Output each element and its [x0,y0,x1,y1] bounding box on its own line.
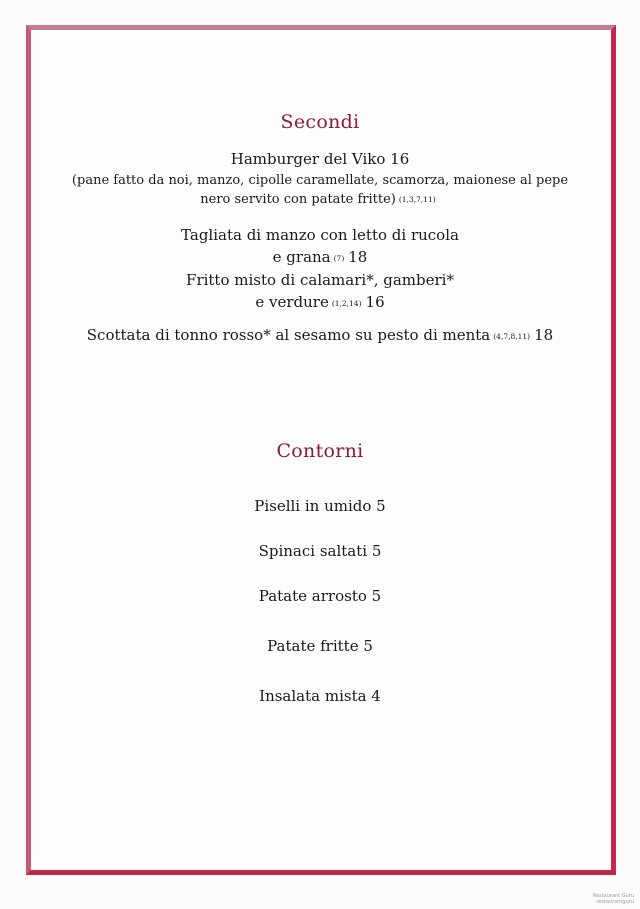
hamburger-desc-line1: (pane fatto da noi, manzo, cipolle caramellate, scamorza, maionese al pepe [71,173,569,188]
fritto-line1: Fritto misto di calamari*, gamberi* [186,271,454,289]
scottata-line [0,324,640,348]
contorni-heading: Contorni [276,440,364,462]
contorni-item: Patate fritte 5 [267,637,373,655]
contorni-item: Piselli in umido 5 [254,497,386,515]
hamburger-desc-text: nero servito con patate fritte) [200,192,396,207]
tagliata-price: 18 [348,248,368,266]
hamburger-desc-line2 [0,190,640,210]
fritto-line2 [0,291,640,315]
fritto-line2-text: e verdure [255,293,329,311]
scottata-text: Scottata di tonno rosso* al sesamo su pesto di menta [86,326,491,344]
tagliata-allergens: (7) [333,254,345,263]
hamburger-allergens: (1,3,7,11) [398,195,436,204]
watermark-line1: Restaurant Guru [592,893,634,899]
tagliata-line1: Tagliata di manzo con letto di rucola [181,226,459,244]
hamburger-title: Hamburger del Viko 16 [230,150,410,168]
fritto-allergens: (1,2,14) [331,299,362,308]
watermark [593,893,634,905]
watermark-line2: restaurantguru [596,899,634,905]
scottata-allergens: (4,7,8,11) [493,332,531,341]
fritto-price: 16 [365,293,385,311]
scottata-price: 18 [534,326,554,344]
secondi-heading: Secondi [280,111,360,133]
tagliata-line2 [0,246,640,270]
contorni-item: Patate arrosto 5 [258,587,382,605]
tagliata-line2-text: e grana [272,248,331,266]
contorni-item: Spinaci saltati 5 [258,542,382,560]
contorni-item: Insalata mista 4 [259,687,381,705]
